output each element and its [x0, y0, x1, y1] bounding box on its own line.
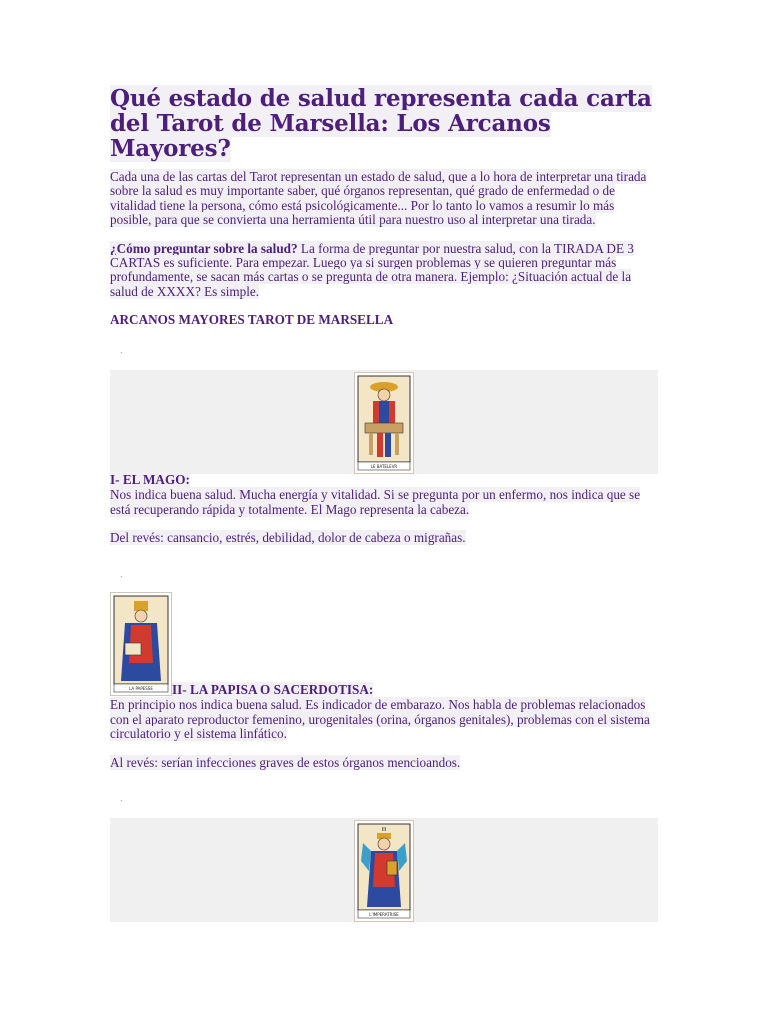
spacer-dot: . — [120, 346, 123, 355]
mago-card-caption: LE BATELEVR — [370, 464, 398, 469]
emperatriz-card-art — [355, 821, 413, 921]
mago-title: I- EL MAGO: — [110, 472, 190, 487]
document-page — [110, 86, 658, 328]
mago-text: Nos indica buena salud. Mucha energía y vitalidad. Si se pregunta por un enfermo, nos indica que se está recuperando rápida y totalmente. El Mago representa la cabeza. — [110, 487, 641, 517]
emperatriz-card-image — [354, 820, 414, 922]
papisa-text: En principio nos indica buena salud. Es indicador de embarazo. Nos habla de problemas relacionados con el aparato reproductor femenino, urogenitales (orina, órganos genitales), problemas con el sistema circulatorio y el sistema linfático. — [110, 697, 650, 742]
question-paragraph — [110, 242, 658, 300]
papisa-card-art — [111, 593, 171, 695]
mago-reverse: Del revés: cansancio, estrés, debilidad, dolor de cabeza o migrañas. — [110, 530, 466, 546]
spacer-dot: . — [120, 794, 123, 803]
papisa-card-image — [110, 592, 172, 696]
card-section-papisa — [110, 683, 658, 770]
mago-card-image — [354, 372, 414, 474]
emperatriz-card-caption: L'IMPERATRISE — [369, 912, 399, 917]
section-heading: ARCANOS MAYORES TAROT DE MARSELLA — [110, 312, 394, 328]
intro-paragraph: Cada una de las cartas del Tarot representan un estado de salud, que a lo hora de interpretar una tirada sobre la salud es muy importante saber, qué órganos representan, qué grado de enfermedad o de vitalidad tiene la persona, cómo está psicológicamente... Por lo tanto lo vamos a resumir lo más posible, para que se convierta una herramienta útil para nuestro uso al interpretar una tirada. — [110, 169, 647, 228]
card-section-mago — [110, 473, 658, 546]
papisa-card-caption: LA PAPESSE — [129, 686, 153, 691]
papisa-reverse: Al revés: serían infecciones graves de estos órganos mencioandos. — [110, 754, 461, 770]
question-bold: ¿Cómo preguntar sobre la salud? — [110, 240, 298, 256]
spacer-dot: . — [120, 570, 123, 579]
mago-card-art — [355, 373, 413, 473]
emperatriz-card-numeral: III — [381, 827, 387, 833]
question-rest: La forma de preguntar por nuestra salud, con la TIRADA DE 3 CARTAS es suficiente. Para empezar. Luego ya si surgen problemas y se quieren preguntar más profundamente, se sacan más cartas o se pregunta de otra manera. Ejemplo: ¿Situación actual de la salud de XXXX? Es simple. — [110, 240, 634, 299]
papisa-title: II- LA PAPISA O SACERDOTISA: — [172, 682, 374, 697]
page-title: Qué estado de salud representa cada carta del Tarot de Marsella: Los Arcanos Mayores? — [110, 85, 652, 162]
